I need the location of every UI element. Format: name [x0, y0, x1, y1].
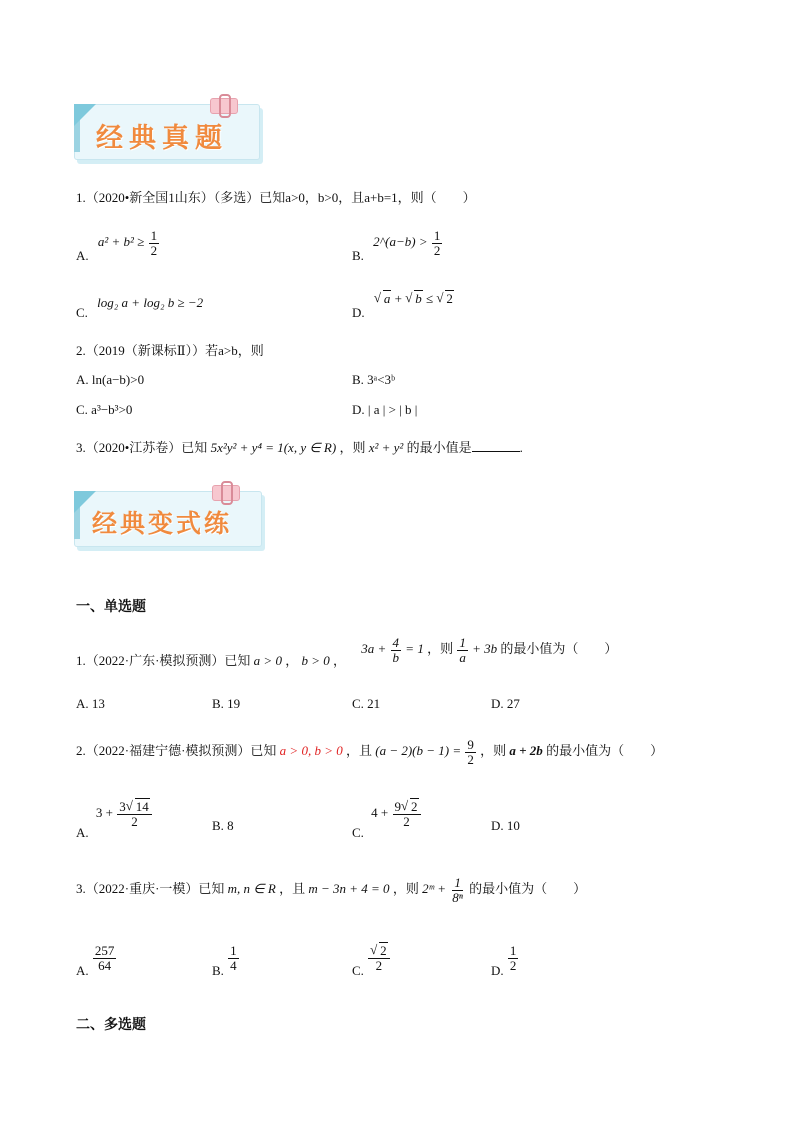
paperclip-icon — [212, 485, 240, 501]
variant-question-3: 3.（2022·重庆·一模）已知 m, n ∈ R ，且 m − 3n + 4 = 0 ，则 2ᵐ + $\frac{1}{\text{8ⁿ}}$ 的最小值为（ ） — [76, 875, 587, 905]
q2-option-d: D. | a | > | b | — [352, 402, 418, 417]
v2-option-b: B. 8 — [212, 818, 234, 833]
v1-option-d: D. 27 — [491, 696, 520, 711]
q1-option-b: B. 2^(a−b) > $\frac{1}{2}$ — [352, 228, 441, 264]
q2-option-b: B. 3ᵃ<3ᵇ — [352, 372, 396, 387]
section-banner-classic-questions — [74, 104, 260, 160]
q1-option-a: A. a² + b² ≥ $\frac{1}{2}$ — [76, 228, 158, 264]
v3-option-d: D. $\frac{1}{2}$ — [491, 943, 517, 979]
section-banner-variant-practice — [74, 491, 262, 547]
question-3: 3.（2020•江苏卷）已知 5x²y² + y⁴ = 1(x, y ∈ R) ，则 x² + y² 的最小值是 . — [76, 440, 523, 455]
banner-title: 经典真题 — [96, 123, 228, 154]
answer-blank — [472, 451, 520, 452]
paperclip-icon — [210, 98, 238, 114]
question-2-stem: 2.（2019（新课标Ⅱ））若a>b，则 — [76, 343, 264, 358]
q1-option-c: C. log₂ a + log₂ b ≥ −2 — [76, 295, 204, 320]
q1-option-d: D. √ a + √ b ≤ √ 2 — [352, 292, 454, 305]
variant-question-2: 2.（2022·福建宁德·模拟预测）已知 a > 0, b > 0 ，且 (a − 2)(b − 1) = $\frac{9}{2}$ ，则 a + 2b 的最小值为（ ） — [76, 737, 664, 767]
v3-option-a: A. $\frac{257}{64}$ — [76, 943, 115, 979]
v2-option-d: D. 10 — [491, 818, 520, 833]
variant-question-1: 1.（2022·广东·模拟预测）已知 a > 0 ， b > 0 ， 3a + $\frac{4}{b}$ = 1 ，则 $\frac{1}{a}$ + 3b 的最小值为（ ） — [76, 635, 618, 669]
v1-option-c: C. 21 — [352, 696, 381, 711]
v2-option-c: C. 4 + $\frac{9√ 2}{2}$ — [352, 800, 422, 828]
banner-title: 经典变式练 — [92, 509, 233, 538]
v3-option-c: C. √ $\frac{2}{2}$ — [352, 944, 391, 972]
question-1-stem: 1.（2020•新全国1山东）（多选）已知a>0，b>0，且a+b=1，则（ ） — [76, 190, 476, 205]
v3-option-b: B. $\frac{1}{4}$ — [212, 943, 237, 979]
q2-option-a: A. ln(a−b)>0 — [76, 372, 145, 387]
q2-option-c: C. a³−b³>0 — [76, 402, 133, 417]
heading-multiple-choice: 二、多选题 — [76, 1017, 146, 1033]
highlighted-condition: a > 0, b > 0 — [279, 743, 343, 759]
v1-option-a: A. 13 — [76, 696, 105, 711]
v1-option-b: B. 19 — [212, 696, 241, 711]
heading-single-choice: 一、单选题 — [76, 599, 146, 615]
v2-option-a: A. 3 + $\frac{3√ 14}{2}$ — [76, 800, 153, 828]
